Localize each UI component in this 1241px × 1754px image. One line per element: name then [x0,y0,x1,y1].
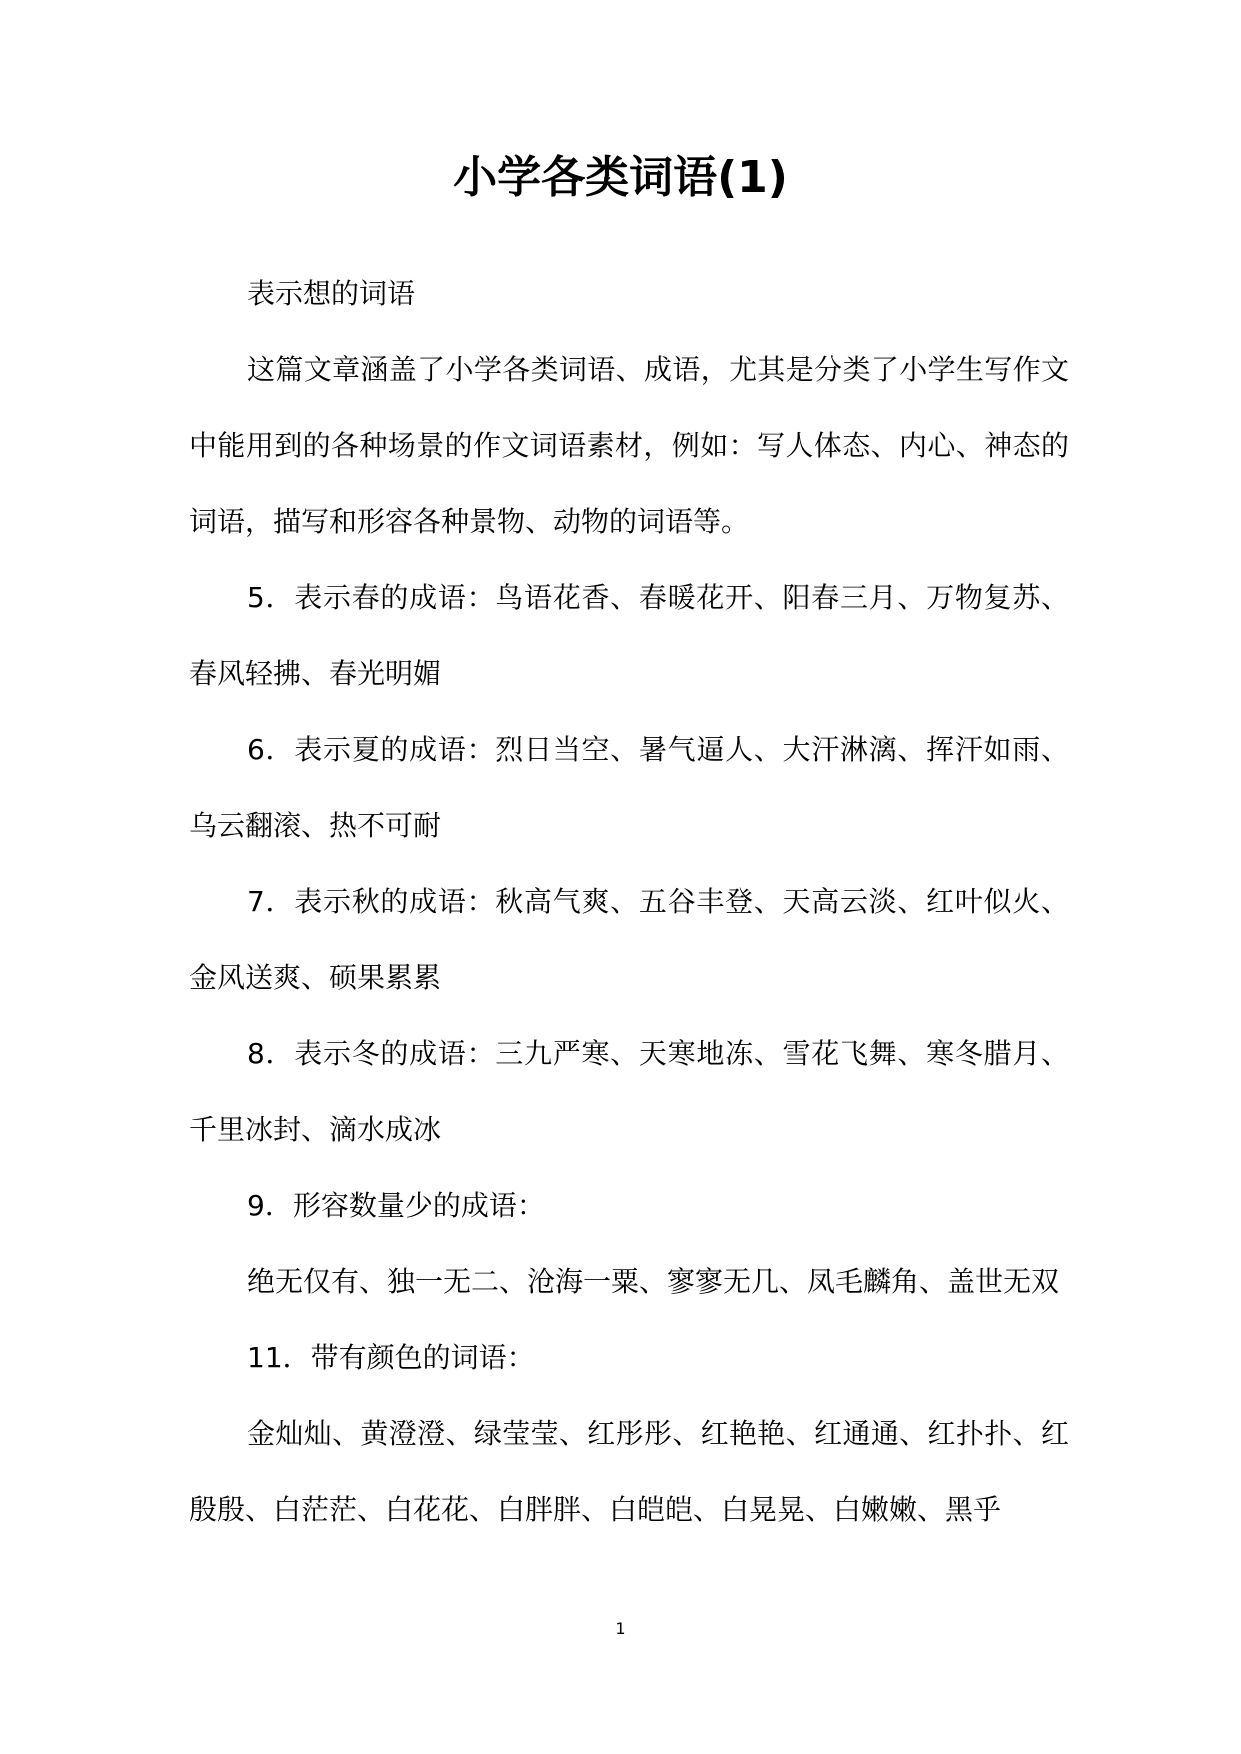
paragraph-heading-think-words: 表示想的词语 [247,277,416,310]
paragraph-color-words-heading: 11．带有颜色的词语： [247,1341,535,1374]
paragraph-few-quantity-heading: 9．形容数量少的成语： [247,1189,545,1222]
paragraph-few-quantity-idioms: 绝无仅有、独一无二、沧海一粟、寥寥无几、凤毛麟角、盖世无双 [247,1265,1060,1298]
paragraph-spring-idioms: 5．表示春的成语：鸟语花香、春暖花开、阳春三月、万物复苏、春风轻拂、春光明媚 [189,581,1069,690]
paragraph-autumn-idioms: 7．表示秋的成语：秋高气爽、五谷丰登、天高云淡、红叶似火、金风送爽、硕果累累 [189,885,1069,994]
paragraph-summer-idioms: 6．表示夏的成语：烈日当空、暑气逼人、大汗淋漓、挥汗如雨、乌云翻滚、热不可耐 [189,733,1069,842]
paragraph-winter-idioms: 8．表示冬的成语：三九严寒、天寒地冻、雪花飞舞、寒冬腊月、千里冰封、滴水成冰 [189,1037,1069,1146]
page-number: 1 [615,1619,626,1638]
paragraph-intro: 这篇文章涵盖了小学各类词语、成语，尤其是分类了小学生写作文中能用到的各种场景的作文词语素材，例如：写人体态、内心、神态的词语，描写和形容各种景物、动物的词语等。 [189,353,1069,538]
document-body [189,256,1069,1548]
document-title: 小学各类词语(1) [453,152,788,203]
paragraph-color-words: 金灿灿、黄澄澄、绿莹莹、红彤彤、红艳艳、红通通、红扑扑、红殷殷、白茫茫、白花花、白胖胖、白皑皑、白晃晃、白嫩嫩、黑乎 [189,1417,1069,1526]
